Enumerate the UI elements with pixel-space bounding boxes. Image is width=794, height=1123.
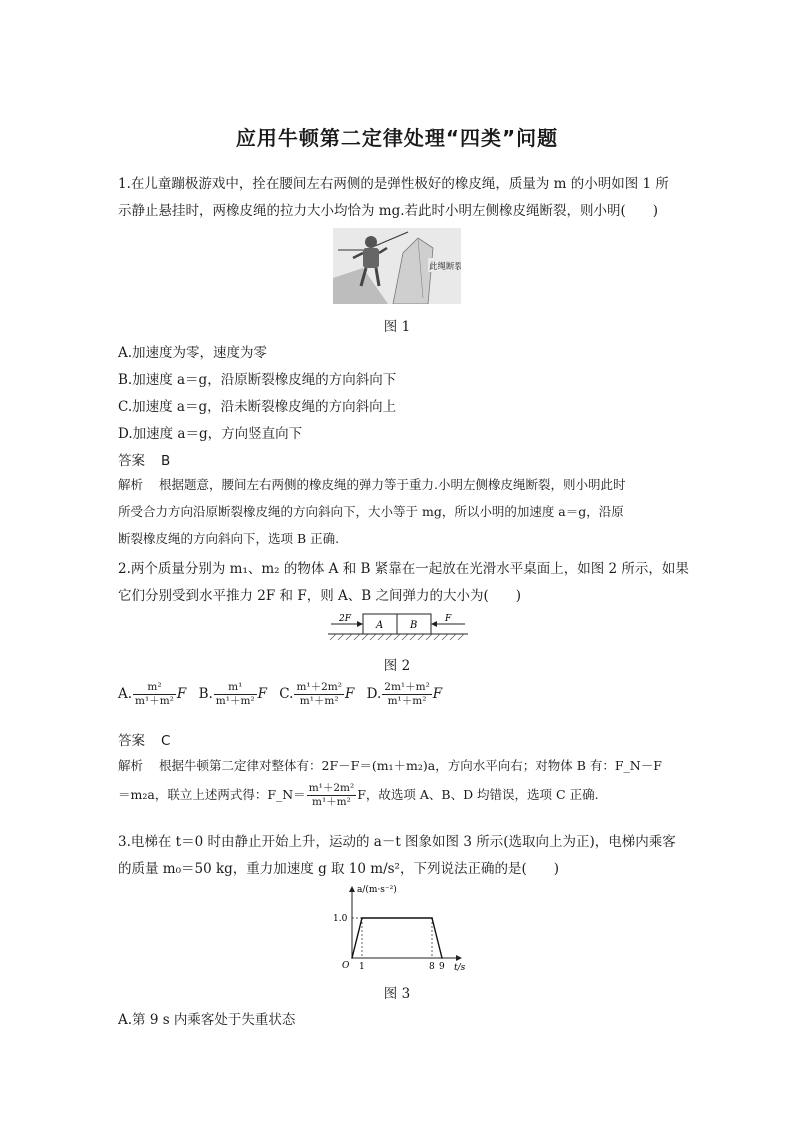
- x-tick-label: 9: [439, 962, 445, 972]
- q1-option-a: A.加速度为零，速度为零: [118, 345, 268, 361]
- q3-option-a: A.第 9 s 内乘客处于失重状态: [118, 1012, 296, 1028]
- q3-stem-line2: 的质量 m₀＝50 kg，重力加速度 g 取 10 m/s²，下列说法正确的是( ): [118, 861, 560, 877]
- data-point: [351, 957, 353, 959]
- answer-value: B: [161, 453, 171, 469]
- bungee-illustration: [333, 228, 461, 304]
- q3-figure-caption: 图 3: [383, 986, 411, 1002]
- blocks-diagram: [328, 610, 468, 642]
- data-point: [441, 957, 443, 959]
- q1-figure-caption: 图 1: [383, 319, 411, 335]
- q3-chart: [320, 882, 480, 974]
- q2-stem-line1: 2.两个质量分别为 m₁、m₂ 的物体 A 和 B 紧靠在一起放在光滑水平桌面上，如图 2 所示，如果: [118, 561, 689, 577]
- q1-answer: [118, 449, 170, 469]
- q2-analysis-line2: ＝m₂a，联立上述两式得：F_N＝ $\frac{\text{m¹＋2m²}}{\text{m¹＋m²}}$ F，故选项 A、B、D 均错误，选项 C 正确.: [118, 782, 599, 808]
- y-tick-label: 1.0: [333, 914, 348, 924]
- x-tick-label: 8: [429, 962, 435, 972]
- x-axis-arrow: [456, 955, 462, 961]
- q1-figure-label: 此绳断裂: [429, 262, 461, 272]
- q2-answer: [118, 729, 170, 749]
- force-left-label: 2F: [339, 614, 351, 624]
- q2-stem-line2: 它们分别受到水平推力 2F 和 F，则 A、B 之间弹力的大小为( ): [118, 588, 521, 604]
- analysis-text: 根据题意，腰间左右两侧的橡皮绳的弹力等于重力.小明左侧橡皮绳断裂，则小明此时: [159, 477, 626, 492]
- force-right-label: F: [445, 614, 452, 624]
- q1-analysis-line1: [118, 475, 626, 493]
- q2-option-b: B. $\frac{\text{m¹}}{\text{m¹＋m²}}$ F: [198, 681, 267, 707]
- page-title: 应用牛顿第二定律处理“四类”问题: [235, 126, 559, 150]
- q1-stem-line1: 1.在儿童蹦极游戏中，拴在腰间左右两侧的是弹性极好的橡皮绳，质量为 m 的小明如图 1 所: [118, 176, 669, 192]
- analysis-text: 根据牛顿第二定律对整体有：2F－F＝(m₁＋m₂)a，方向水平向右；对物体 B 有：F_N－F: [159, 758, 662, 773]
- q2-analysis-line1: [118, 756, 662, 774]
- a-t-chart: [320, 882, 480, 974]
- q2-option-a: A. $\frac{\text{m²}}{\text{m¹＋m²}}$ F: [118, 681, 187, 707]
- block-b-label: B: [410, 620, 418, 631]
- y-axis-arrow: [349, 886, 355, 892]
- q1-analysis-line2: 所受合力方向沿原断裂橡皮绳的方向斜向下，大小等于 mg，所以小明的加速度 a＝g，沿原: [118, 504, 624, 519]
- q1-option-c: C.加速度 a＝g，沿未断裂橡皮绳的方向斜向上: [118, 399, 397, 415]
- x-axis-label: t/s: [454, 963, 466, 973]
- q1-option-d: D.加速度 a＝g，方向竖直向下: [118, 426, 303, 442]
- q1-analysis-line3: 断裂橡皮绳的方向斜向下，选项 B 正确.: [118, 531, 340, 546]
- data-point: [361, 917, 363, 919]
- x-tick-label: 1: [359, 962, 365, 972]
- y-axis-label: a/(m·s⁻²): [357, 885, 397, 895]
- q2-options: [118, 681, 450, 708]
- q1-option-b: B.加速度 a＝g，沿原断裂橡皮绳的方向斜向下: [118, 372, 397, 388]
- q2-figure-blocks: [328, 610, 468, 642]
- q1-stem-line2: 示静止悬挂时，两橡皮绳的拉力大小均恰为 mg.若此时小明左侧橡皮绳断裂，则小明( ): [118, 203, 659, 219]
- origin-label: O: [342, 961, 350, 971]
- q1-figure-bungee-photo: [333, 228, 461, 304]
- analysis-label: 解析: [118, 477, 144, 492]
- data-point: [431, 917, 433, 919]
- answer-value: C: [161, 733, 171, 749]
- answer-label: 答案: [118, 733, 145, 749]
- q2-figure-caption: 图 2: [383, 658, 411, 674]
- q2-option-d: D. $\frac{\text{2m¹＋m²}}{\text{m¹＋m²}}$ F: [366, 681, 443, 707]
- analysis-label: 解析: [118, 758, 144, 773]
- q3-stem-line1: 3.电梯在 t＝0 时由静止开始上升，运动的 a－t 图象如图 3 所示(选取向上为正)，电梯内乘客: [118, 834, 676, 850]
- block-a-label: A: [376, 620, 384, 631]
- series-line: [352, 918, 442, 958]
- answer-label: 答案: [118, 453, 145, 469]
- q2-option-c: C. $\frac{\text{m¹＋2m²}}{\text{m¹＋m²}}$ F: [279, 681, 355, 707]
